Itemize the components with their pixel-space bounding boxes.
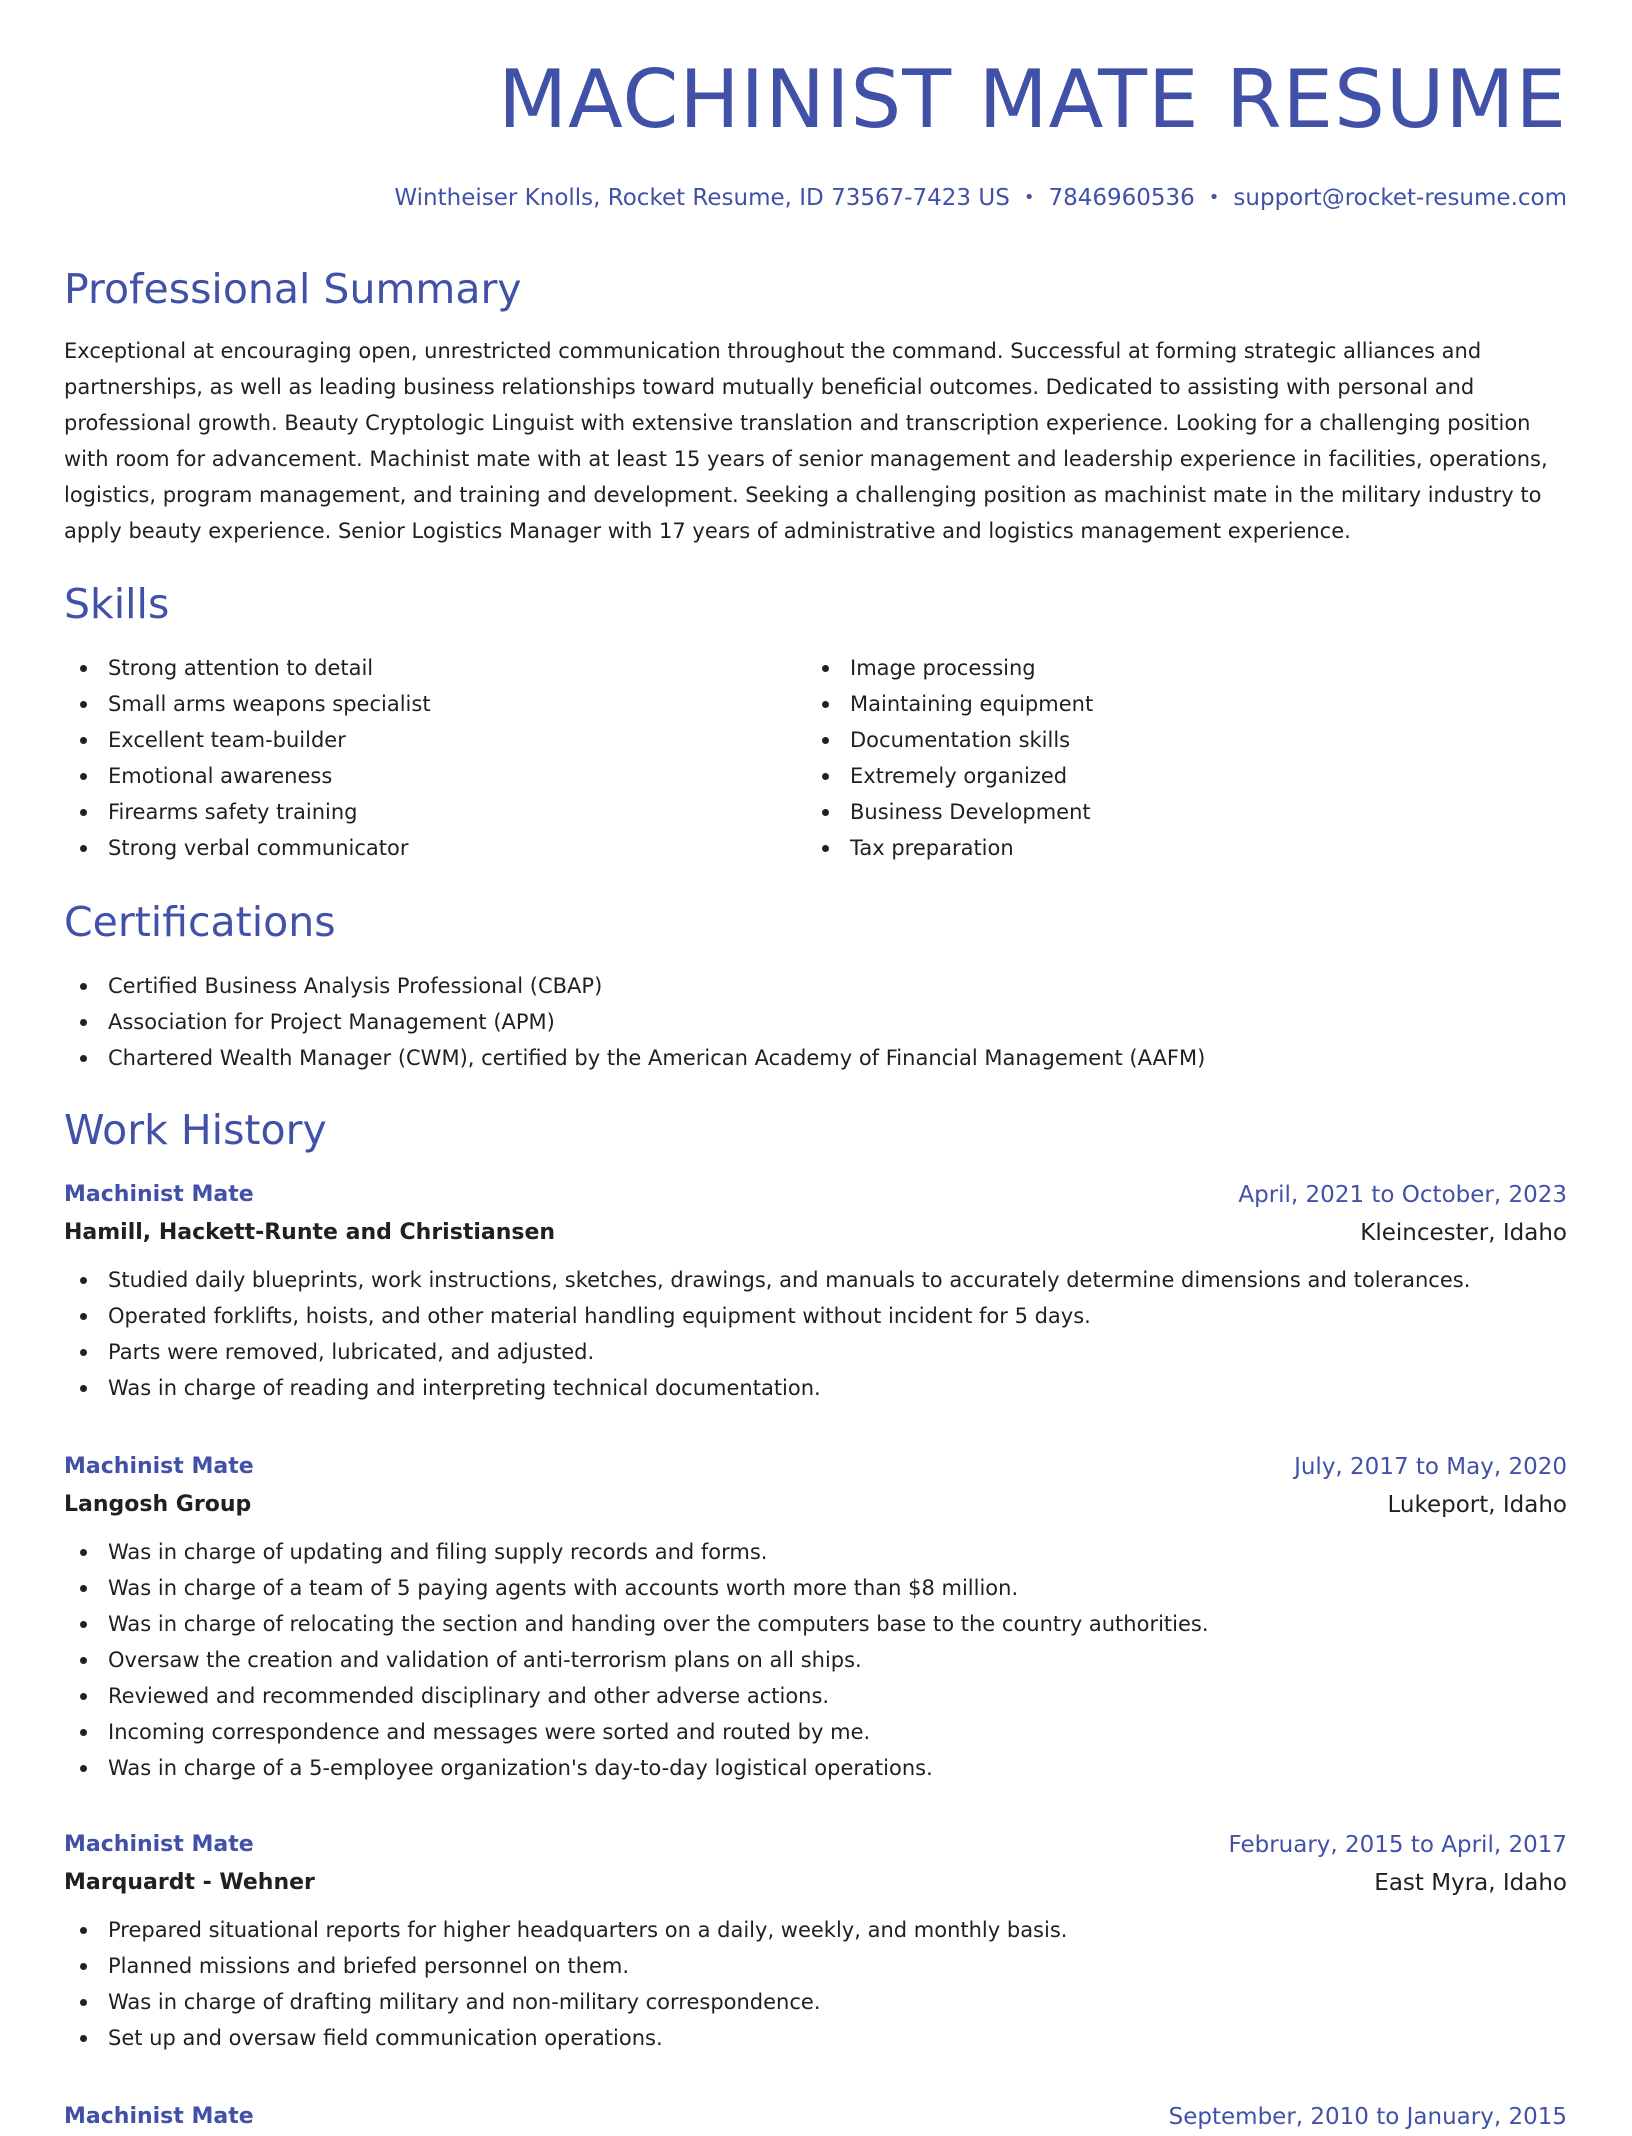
job-role: Machinist Mate	[64, 1832, 254, 1857]
list-item: Was in charge of a 5-employee organization's day-to-day logistical operations.	[64, 1750, 1567, 1786]
job-bullets	[64, 1912, 1567, 2056]
list-item: Firearms safety training	[64, 794, 804, 830]
list-item: Documentation skills	[806, 722, 1546, 758]
list-item: Emotional awareness	[64, 758, 804, 794]
job-role: Machinist Mate	[64, 1182, 254, 1207]
list-item: Excellent team-builder	[64, 722, 804, 758]
list-item: Was in charge of a team of 5 paying agents with accounts worth more than $8 million.	[64, 1570, 1567, 1606]
list-item: Strong verbal communicator	[64, 830, 804, 866]
job-dates: April, 2021 to October, 2023	[1238, 1182, 1567, 1208]
list-item: Business Development	[806, 794, 1546, 830]
list-item: Prepared situational reports for higher headquarters on a daily, weekly, and monthly basis.	[64, 1912, 1567, 1948]
job-company: Langosh Group	[64, 1492, 252, 1517]
list-item: Tax preparation	[806, 830, 1546, 866]
list-item: Parts were removed, lubricated, and adjusted.	[64, 1334, 1567, 1370]
list-item: Image processing	[806, 650, 1546, 686]
list-item: Strong attention to detail	[64, 650, 804, 686]
job-company: Hamill, Hackett-Runte and Christiansen	[64, 1220, 556, 1245]
job-subheader	[64, 1486, 1567, 1524]
job-header	[64, 2098, 1567, 2136]
list-item: Was in charge of updating and filing supply records and forms.	[64, 1534, 1567, 1570]
job-header	[64, 1448, 1567, 1486]
job-location: Lukeport, Idaho	[1387, 1492, 1567, 1518]
list-item: Set up and oversaw field communication operations.	[64, 2020, 1567, 2056]
job-subheader	[64, 1864, 1567, 1902]
list-item: Maintaining equipment	[806, 686, 1546, 722]
resume-page	[64, 0, 1567, 2130]
list-item: Was in charge of drafting military and non-military correspondence.	[64, 1984, 1567, 2020]
job-entry	[64, 1448, 1567, 1786]
list-item: Was in charge of reading and interpreting technical documentation.	[64, 1370, 1567, 1406]
list-item: Was in charge of relocating the section and handing over the computers base to the country authorities.	[64, 1606, 1567, 1642]
list-item: Chartered Wealth Manager (CWM), certified by the American Academy of Financial Management (AAFM)	[64, 1040, 1567, 1076]
list-item: Reviewed and recommended disciplinary and other adverse actions.	[64, 1678, 1567, 1714]
job-dates: February, 2015 to April, 2017	[1228, 1832, 1567, 1858]
job-location: East Myra, Idaho	[1374, 1870, 1567, 1896]
job-role: Machinist Mate	[64, 1454, 254, 1479]
job-entry	[64, 1176, 1567, 1406]
summary-heading: Professional Summary	[64, 265, 522, 313]
skills-list-right	[806, 650, 1546, 866]
contact-email: support@rocket-resume.com	[1233, 185, 1567, 211]
contact-separator: •	[1023, 187, 1035, 208]
certifications-heading: Certifications	[64, 898, 336, 946]
skills-heading: Skills	[64, 580, 170, 628]
job-dates: September, 2010 to January, 2015	[1168, 2104, 1567, 2130]
contact-separator: •	[1208, 187, 1220, 208]
job-entry	[64, 1826, 1567, 2056]
job-header	[64, 1826, 1567, 1864]
contact-phone: 7846960536	[1048, 185, 1195, 211]
job-company: Marquardt - Wehner	[64, 1870, 315, 1895]
job-location: Kleincester, Idaho	[1360, 1220, 1567, 1246]
resume-title: MACHINIST MATE RESUME	[498, 53, 1567, 146]
job-role: Machinist Mate	[64, 2104, 254, 2129]
job-dates: July, 2017 to May, 2020	[1294, 1454, 1567, 1480]
list-item: Operated forklifts, hoists, and other material handling equipment without incident for 5 days.	[64, 1298, 1567, 1334]
list-item: Studied daily blueprints, work instructions, sketches, drawings, and manuals to accurately determine dimensions and tolerances.	[64, 1262, 1567, 1298]
list-item: Oversaw the creation and validation of anti-terrorism plans on all ships.	[64, 1642, 1567, 1678]
list-item: Small arms weapons specialist	[64, 686, 804, 722]
list-item: Planned missions and briefed personnel on them.	[64, 1948, 1567, 1984]
list-item: Certified Business Analysis Professional (CBAP)	[64, 968, 1567, 1004]
list-item: Association for Project Management (APM)	[64, 1004, 1567, 1040]
job-entry	[64, 2098, 1567, 2136]
job-header	[64, 1176, 1567, 1214]
skills-list-left	[64, 650, 804, 866]
certifications-list	[64, 968, 1567, 1076]
job-bullets	[64, 1262, 1567, 1406]
work-history-heading: Work History	[64, 1106, 327, 1154]
job-subheader	[64, 1214, 1567, 1252]
job-bullets	[64, 1534, 1567, 1786]
list-item: Extremely organized	[806, 758, 1546, 794]
contact-address: Wintheiser Knolls, Rocket Resume, ID 73567-7423 US	[394, 185, 1010, 211]
contact-line	[394, 182, 1567, 214]
list-item: Incoming correspondence and messages were sorted and routed by me.	[64, 1714, 1567, 1750]
summary-text: Exceptional at encouraging open, unrestricted communication throughout the command. Successful at forming strategic alliances and partnerships, as well as leading business relationships toward mutually beneficial outcomes. Dedicated to assisting with personal and professional growth. Beauty Cryptologic Linguist with extensive translation and transcription experience. Looking for a challenging position with room for advancement. Machinist mate with at least 15 years of senior management and leadership experience in facilities, operations, logistics, program management, and training and development. Seeking a challenging position as machinist mate in the military industry to apply beauty experience. Senior Logistics Manager with 17 years of administrative and logistics management experience.	[64, 339, 1548, 543]
